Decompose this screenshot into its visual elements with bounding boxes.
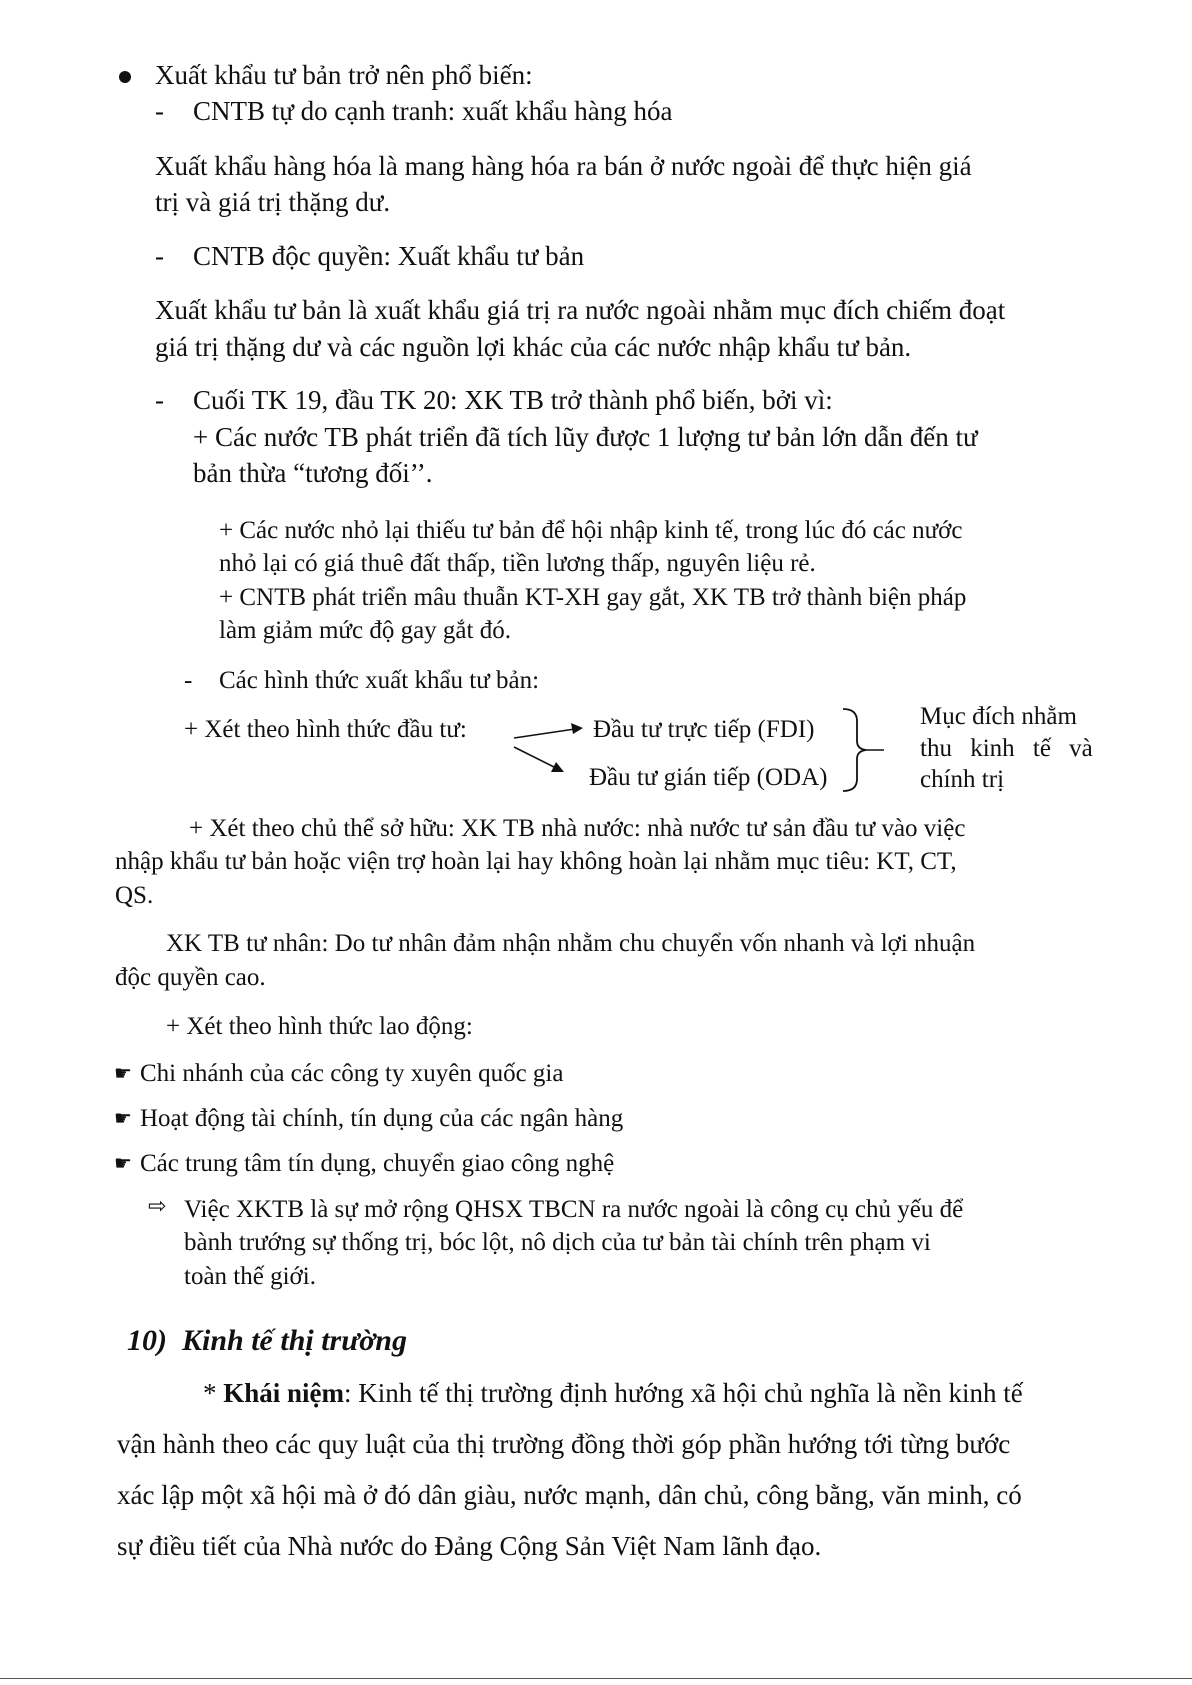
pointing-hand-icon: ☛	[114, 1151, 132, 1175]
pointing-hand-icon: ☛	[114, 1061, 132, 1085]
labor-item: Hoạt động tài chính, tín dụng của các ngân hàng	[140, 1105, 624, 1132]
late-19th-century-line: Cuối TK 19, đầu TK 20: XK TB trở thành phổ biến, bởi vì:	[193, 385, 833, 415]
private-export-line: XK TB tư nhân: Do tư nhân đảm nhận nhằm chu chuyển vốn nhanh và lợi nhuận	[166, 930, 976, 957]
page-bottom-rule	[0, 1678, 1192, 1679]
dash-marker: -	[155, 385, 164, 415]
free-competition-line: CNTB tự do cạnh tranh: xuất khẩu hàng hóa	[193, 96, 673, 126]
concept-line: sự điều tiết của Nhà nước do Đảng Cộng Sản Việt Nam lãnh đạo.	[117, 1531, 822, 1561]
labor-item: Chi nhánh của các công ty xuyên quốc gia	[140, 1060, 564, 1087]
monopoly-line: CNTB độc quyền: Xuất khẩu tư bản	[193, 241, 585, 271]
capital-export-definition: giá trị thặng dư và các nguồn lợi khác của các nước nhập khẩu tư bản.	[155, 332, 912, 362]
reason-2: + Các nước nhỏ lại thiếu tư bản để hội nhập kinh tế, trong lúc đó các nước	[219, 517, 963, 544]
investment-diagram	[0, 0, 1192, 820]
by-owner-line: + Xét theo chủ thể sở hữu: XK TB nhà nước: nhà nước tư sản đầu tư vào việc	[189, 815, 966, 842]
concept-label: Khái niệm	[223, 1378, 345, 1408]
reason-2: nhỏ lại có giá thuê đất thấp, tiền lương thấp, nguyên liệu rẻ.	[219, 550, 816, 577]
purpose-note: Mục đích nhằm	[920, 703, 1077, 730]
purpose-note: chính trị	[920, 766, 1005, 793]
pointing-hand-icon: ☛	[114, 1106, 132, 1130]
by-investment-label: + Xét theo hình thức đầu tư:	[184, 716, 467, 743]
fdi-label: Đầu tư trực tiếp (FDI)	[593, 716, 815, 743]
conclusion-line: bành trướng sự thống trị, bóc lột, nô dịch của tư bản tài chính trên phạm vi	[184, 1229, 931, 1256]
goods-export-definition: trị và giá trị thặng dư.	[155, 187, 391, 217]
by-labor-line: + Xét theo hình thức lao động:	[166, 1013, 473, 1040]
asterisk: *	[203, 1378, 224, 1408]
reason-3: + CNTB phát triển mâu thuẫn KT-XH gay gắt, XK TB trở thành biện pháp	[219, 584, 967, 611]
dash-marker: -	[155, 96, 164, 126]
by-owner-line: QS.	[115, 882, 154, 909]
by-owner-line: nhập khẩu tư bản hoặc viện trợ hoàn lại hay không hoàn lại nhằm mục tiêu: KT, CT,	[115, 848, 957, 875]
right-arrow-icon: ⇨	[148, 1194, 167, 1219]
reason-1: + Các nước TB phát triển đã tích lũy được 1 lượng tư bản lớn dẫn đến tư	[193, 422, 978, 452]
conclusion-line: Việc XKTB là sự mở rộng QHSX TBCN ra nước ngoài là công cụ chủ yếu để	[184, 1196, 964, 1223]
section-heading-capital-export: Xuất khẩu tư bản trở nên phổ biến:	[155, 60, 533, 90]
private-export-line: độc quyền cao.	[115, 964, 266, 991]
conclusion-line: toàn thế giới.	[184, 1263, 316, 1290]
concept-line: xác lập một xã hội mà ở đó dân giàu, nước mạnh, dân chủ, công bằng, văn minh, có	[117, 1480, 1022, 1510]
arrow-to-fdi	[514, 729, 575, 738]
reason-1: bản thừa “tương đối’’.	[193, 458, 433, 488]
labor-item: Các trung tâm tín dụng, chuyển giao công nghệ	[140, 1150, 615, 1177]
right-brace	[843, 709, 866, 791]
section-heading-market-economy: 10) Kinh tế thị trường	[127, 1324, 407, 1357]
capital-export-definition: Xuất khẩu tư bản là xuất khẩu giá trị ra nước ngoài nhằm mục đích chiếm đoạt	[155, 295, 1006, 325]
goods-export-definition: Xuất khẩu hàng hóa là mang hàng hóa ra bán ở nước ngoài để thực hiện giá	[155, 151, 972, 181]
dash-marker: -	[155, 241, 164, 271]
concept-text: : Kinh tế thị trường định hướng xã hội chủ nghĩa là nền kinh tế	[344, 1378, 1023, 1408]
arrow-head-fdi	[571, 723, 583, 734]
oda-label: Đầu tư gián tiếp (ODA)	[589, 764, 828, 791]
dash-marker: -	[184, 667, 193, 694]
export-forms-line: Các hình thức xuất khẩu tư bản:	[219, 667, 540, 694]
purpose-note: thu kinh tế và	[920, 735, 1093, 762]
reason-3: làm giảm mức độ gay gắt đó.	[219, 617, 511, 644]
arrow-to-oda	[514, 747, 556, 768]
concept-line: vận hành theo các quy luật của thị trường đồng thời góp phần hướng tới từng bước	[117, 1429, 1011, 1459]
concept-line	[203, 1380, 1023, 1407]
